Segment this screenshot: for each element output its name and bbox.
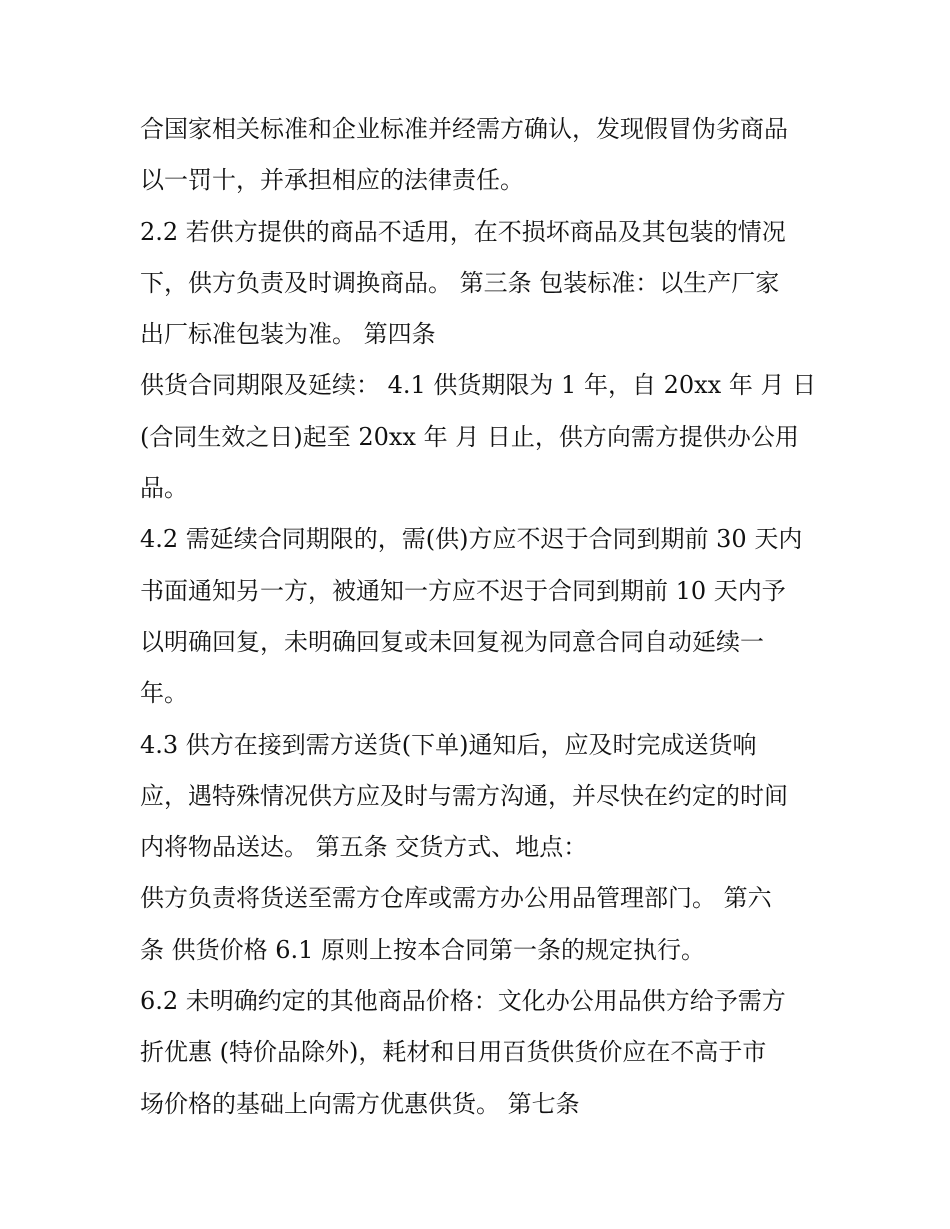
text-line: 应，遇特殊情况供方应及时与需方沟通，并尽快在约定的时间 — [140, 781, 788, 810]
text-line: 折优惠 (特价品除外)，耗材和日用百货供货价应在不高于市 — [140, 1038, 767, 1067]
text-line: (合同生效之日)起至 20xx 年 月 日止，供方向需方提供办公用 — [140, 422, 799, 451]
text-line: 下，供方负责及时调换商品。 第三条 包装标准：以生产厂家 — [140, 268, 780, 297]
text-line: 6.2 未明确约定的其他商品价格：文化办公用品供方给予需方 — [140, 987, 786, 1016]
text-line: 供方负责将货送至需方仓库或需方办公用品管理部门。 第六 — [140, 884, 772, 913]
text-line: 年。 — [140, 679, 188, 708]
text-line: 场价格的基础上向需方优惠供货。 第七条 — [140, 1089, 580, 1118]
text-line: 品。 — [140, 474, 188, 503]
text-line: 4.2 需延续合同期限的，需(供)方应不迟于合同到期前 30 天内 — [140, 525, 803, 554]
text-line: 4.3 供方在接到需方送货(下单)通知后，应及时完成送货响 — [140, 730, 757, 759]
text-line: 条 供货价格 6.1 原则上按本合同第一条的规定执行。 — [140, 935, 706, 964]
document-body — [140, 104, 830, 1130]
text-line: 合国家相关标准和企业标准并经需方确认，发现假冒伪劣商品 — [140, 115, 788, 143]
text-line: 以一罚十，并承担相应的法律责任。 — [140, 166, 524, 195]
text-line: 出厂标准包装为准。 第四条 — [140, 320, 436, 349]
text-line: 以明确回复，未明确回复或未回复视为同意合同自动延续一 — [140, 627, 764, 656]
text-line: 书面通知另一方，被通知一方应不迟于合同到期前 10 天内予 — [140, 576, 786, 605]
text-line: 2.2 若供方提供的商品不适用，在不损坏商品及其包装的情况 — [140, 217, 786, 246]
text-line: 内将物品送达。 第五条 交货方式、地点： — [140, 833, 588, 862]
text-line: 供货合同期限及延续： 4.1 供货期限为 1 年，自 20xx 年 月 日 — [140, 371, 817, 400]
